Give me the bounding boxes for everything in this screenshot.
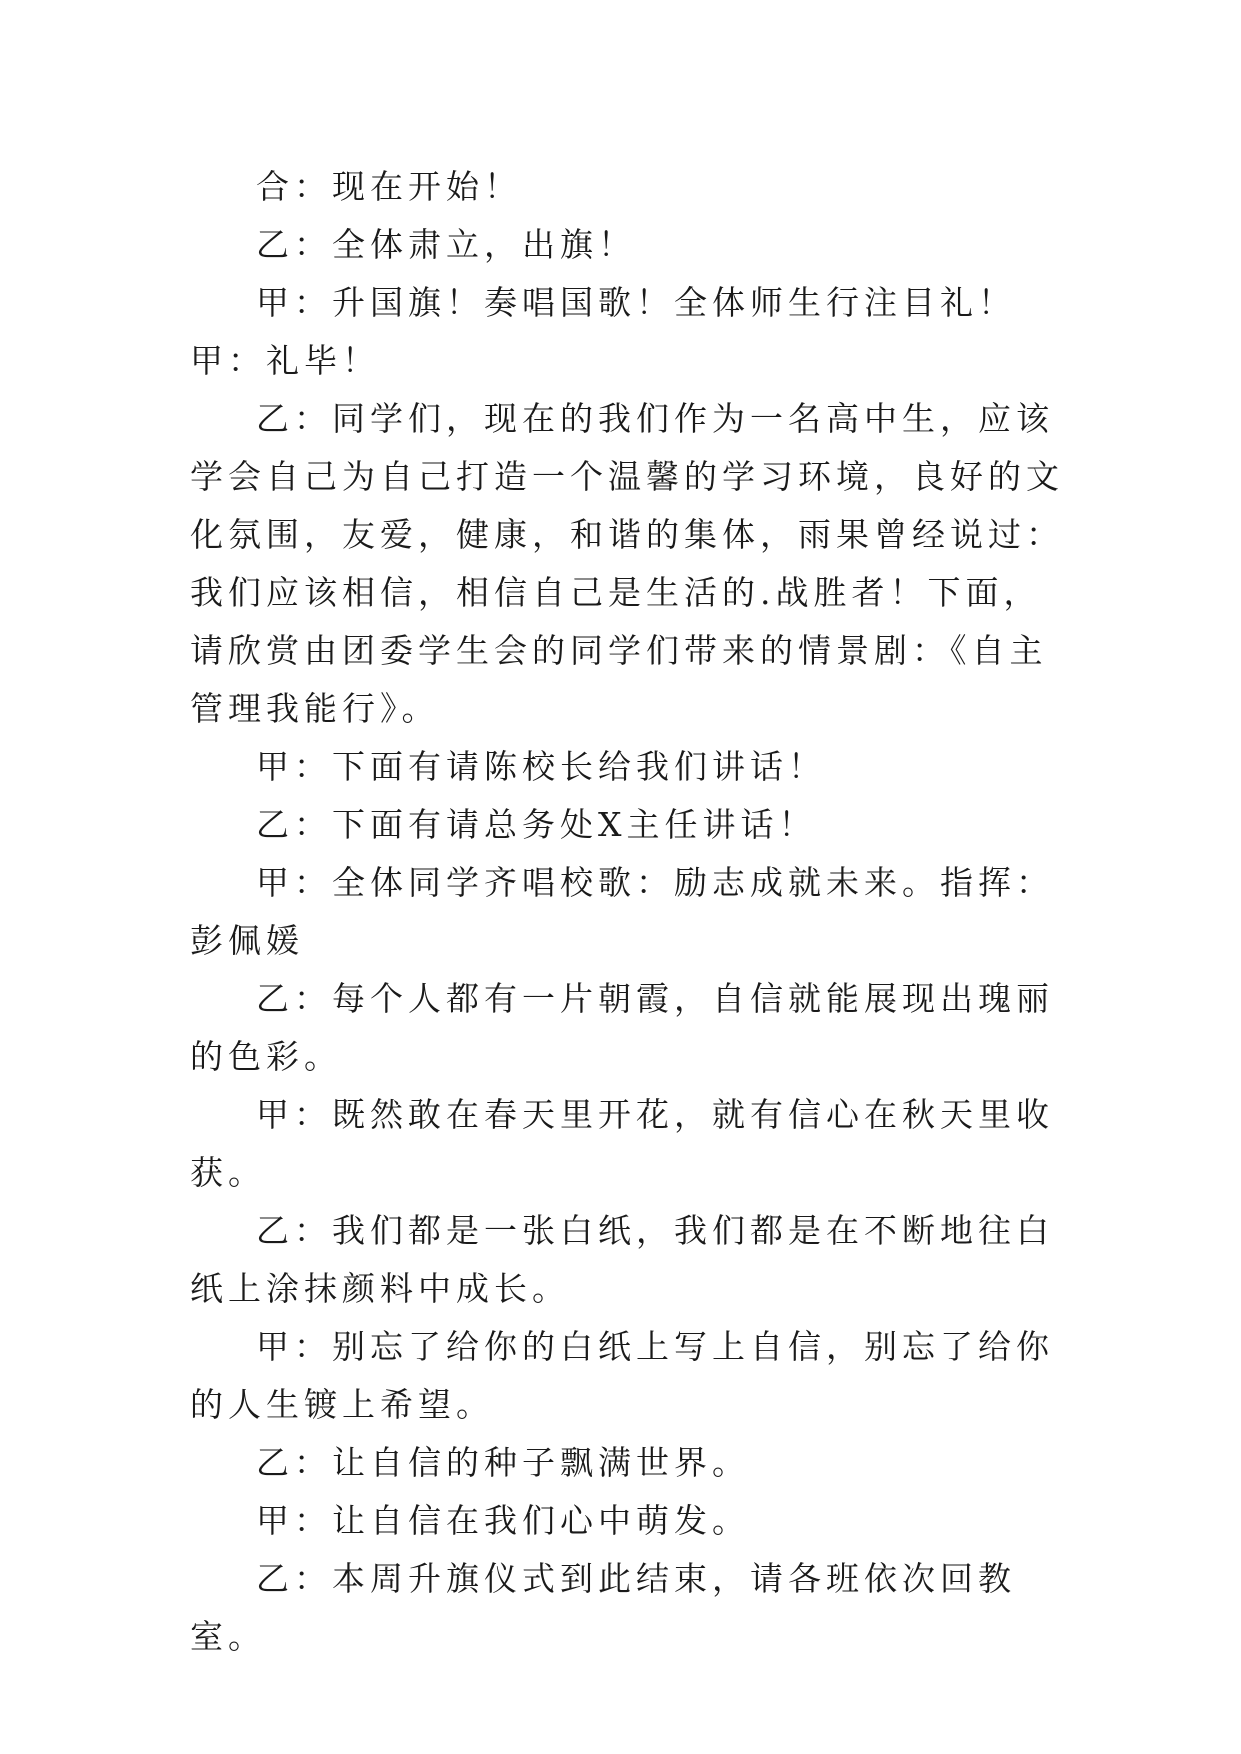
paragraph: 甲：升国旗！奏唱国歌！全体师生行注目礼！甲：礼毕！ (190, 283, 1016, 380)
document-body (190, 158, 1070, 1666)
paragraph: 甲：既然敢在春天里开花，就有信心在秋天里收获。 (190, 1095, 1054, 1192)
paragraph: 甲：让自信在我们心中萌发。 (256, 1501, 750, 1540)
paragraph: 乙：每个人都有一片朝霞，自信就能展现出瑰丽的色彩。 (190, 979, 1054, 1076)
paragraph: 乙：本周升旗仪式到此结束，请各班依次回教室。 (190, 1559, 1016, 1656)
paragraph: 合：现在开始！ (256, 167, 522, 206)
paragraph: 乙：让自信的种子飘满世界。 (256, 1443, 750, 1482)
paragraph: 甲：下面有请陈校长给我们讲话！ (256, 747, 826, 786)
paragraph: 乙：我们都是一张白纸，我们都是在不断地往白纸上涂抹颜料中成长。 (190, 1211, 1054, 1308)
paragraph: 乙：全体肃立，出旗！ (256, 225, 636, 264)
paragraph: 乙：同学们，现在的我们作为一名高中生，应该学会自己为自己打造一个温馨的学习环境，良好的文化氛围，友爱，健康，和谐的集体，雨果曾经说过：我们应该相信，相信自己是生活的.战胜者！下面，请欣赏由团委学生会的同学们带来的情景剧：《自主管理我能行》。 (190, 399, 1064, 728)
paragraph: 甲：全体同学齐唱校歌：励志成就未来。指挥：彭佩媛 (190, 863, 1054, 960)
paragraph: 甲：别忘了给你的白纸上写上自信，别忘了给你的人生镀上希望。 (190, 1327, 1054, 1424)
paragraph: 乙：下面有请总务处X主任讲话！ (256, 805, 817, 844)
